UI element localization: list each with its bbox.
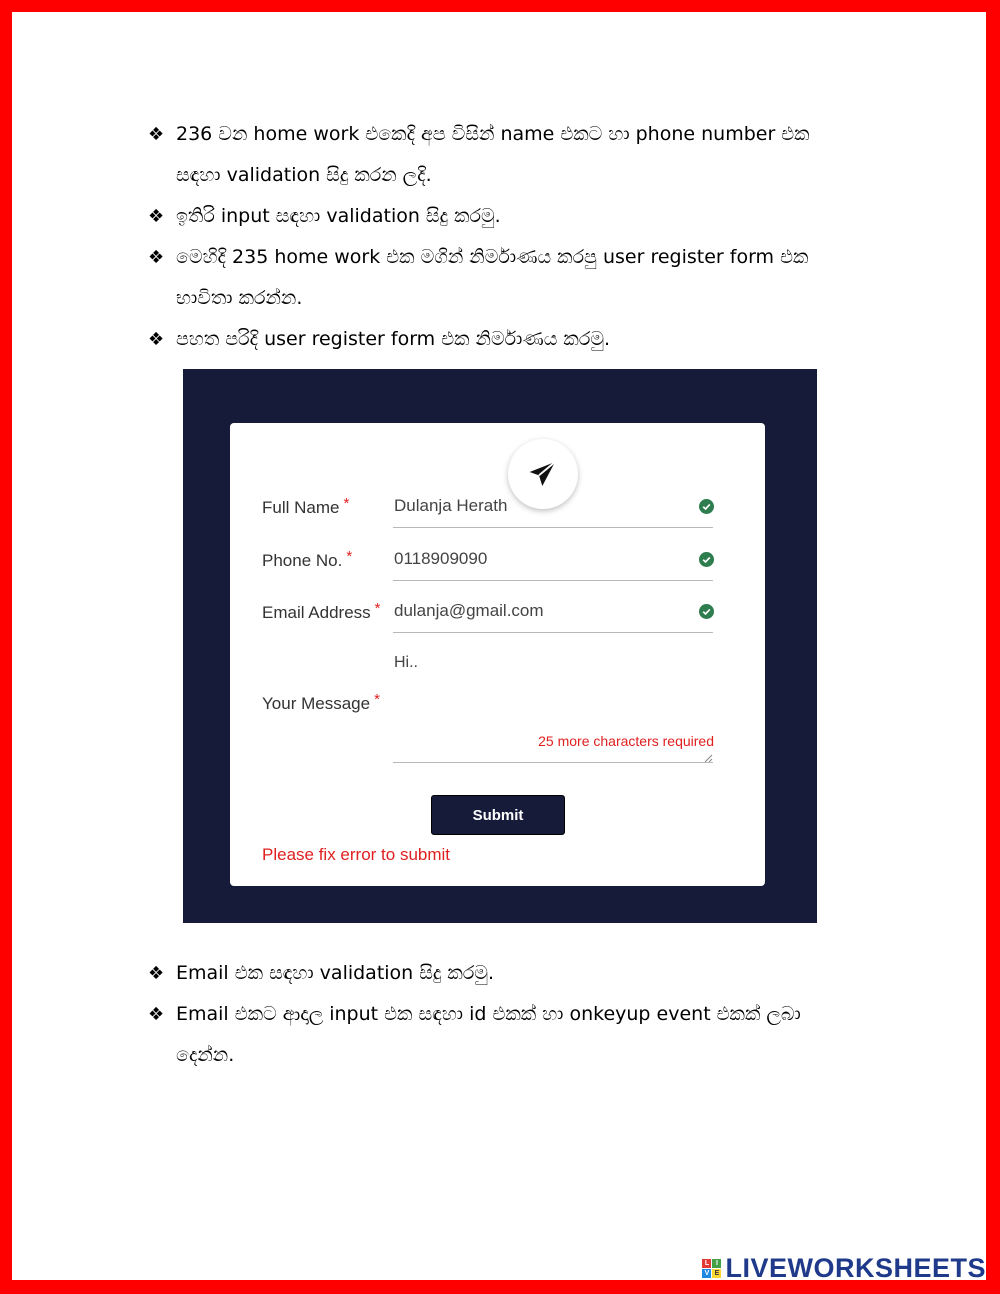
- bullet-item: [148, 278, 848, 319]
- bullet-icon: ❖: [148, 247, 165, 268]
- paper-plane-icon: [527, 458, 559, 490]
- form-error-message: Please fix error to submit: [262, 845, 451, 864]
- bullet-text: 236 වන home work එකෙදි අප විසින් name එකට හා phone number එක: [176, 123, 810, 145]
- check-circle-icon: [699, 499, 714, 514]
- email-input[interactable]: dulanja@gmail.com: [394, 601, 544, 620]
- phone-label: Phone No. *: [262, 548, 353, 570]
- phone-underline: [393, 580, 713, 581]
- required-marker: *: [374, 600, 381, 617]
- required-marker: *: [343, 495, 350, 512]
- full-name-underline: [393, 527, 713, 528]
- bullet-item: [148, 994, 848, 1035]
- bullet-item: [148, 319, 848, 360]
- bullet-text: මෙහිදි 235 home work එක මගින් නිර්මාණය කරපු user register form එක: [176, 246, 809, 268]
- message-underline: [393, 762, 713, 763]
- bullet-text: පහත පරිදි user register form එක නිර්මාණය කරමු.: [176, 328, 611, 350]
- bullet-text: Email එකට ආදාල input එක සඳහා id එකක් හා onkeyup event එකක් ලබා: [176, 1003, 801, 1025]
- bullet-item: [148, 953, 848, 994]
- bullet-icon: ❖: [148, 963, 165, 984]
- bullet-text: Email එක සඳහා validation සිදු කරමු.: [176, 962, 495, 984]
- required-marker: *: [346, 548, 353, 565]
- email-label: Email Address *: [262, 600, 381, 622]
- bullet-item: [148, 1035, 848, 1076]
- bullet-icon: ❖: [148, 1004, 165, 1025]
- liveworksheets-brand: [702, 1254, 986, 1282]
- bullet-icon: ❖: [148, 124, 165, 145]
- message-textarea[interactable]: Hi..: [394, 654, 418, 671]
- bullet-text: දෙන්න.: [176, 1044, 235, 1066]
- required-marker: *: [374, 691, 380, 708]
- full-name-input[interactable]: Dulanja Herath: [394, 496, 508, 515]
- bullet-item: [148, 237, 848, 278]
- bullet-text: සඳහා validation සිදු කරන ලදි.: [176, 164, 432, 186]
- brand-name: LIVEWORKSHEETS: [725, 1252, 986, 1283]
- bullet-item: [148, 196, 848, 237]
- submit-button[interactable]: Submit: [431, 795, 565, 835]
- instructions-top: [148, 114, 848, 360]
- full-name-label: Full Name *: [262, 495, 350, 517]
- phone-input[interactable]: 0118909090: [394, 549, 488, 568]
- form-screenshot: [183, 369, 817, 923]
- register-form-card: [230, 423, 765, 886]
- message-label: Your Message *: [262, 691, 380, 713]
- check-circle-icon: [699, 604, 714, 619]
- bullet-item: [148, 114, 848, 155]
- bullet-item: [148, 155, 848, 196]
- form-icon-badge: [508, 439, 578, 509]
- character-counter: 25 more characters required: [538, 733, 714, 749]
- instructions-bottom: [148, 953, 848, 1076]
- bullet-text: ඉතිරි input සඳහා validation සිදු කරමු.: [176, 205, 501, 227]
- bullet-icon: ❖: [148, 206, 165, 227]
- check-circle-icon: [699, 552, 714, 567]
- email-underline: [393, 632, 713, 633]
- brand-logo-icon: L I V E: [702, 1259, 721, 1278]
- bullet-icon: ❖: [148, 329, 165, 350]
- bullet-text: භාවිතා කරන්න.: [176, 287, 303, 309]
